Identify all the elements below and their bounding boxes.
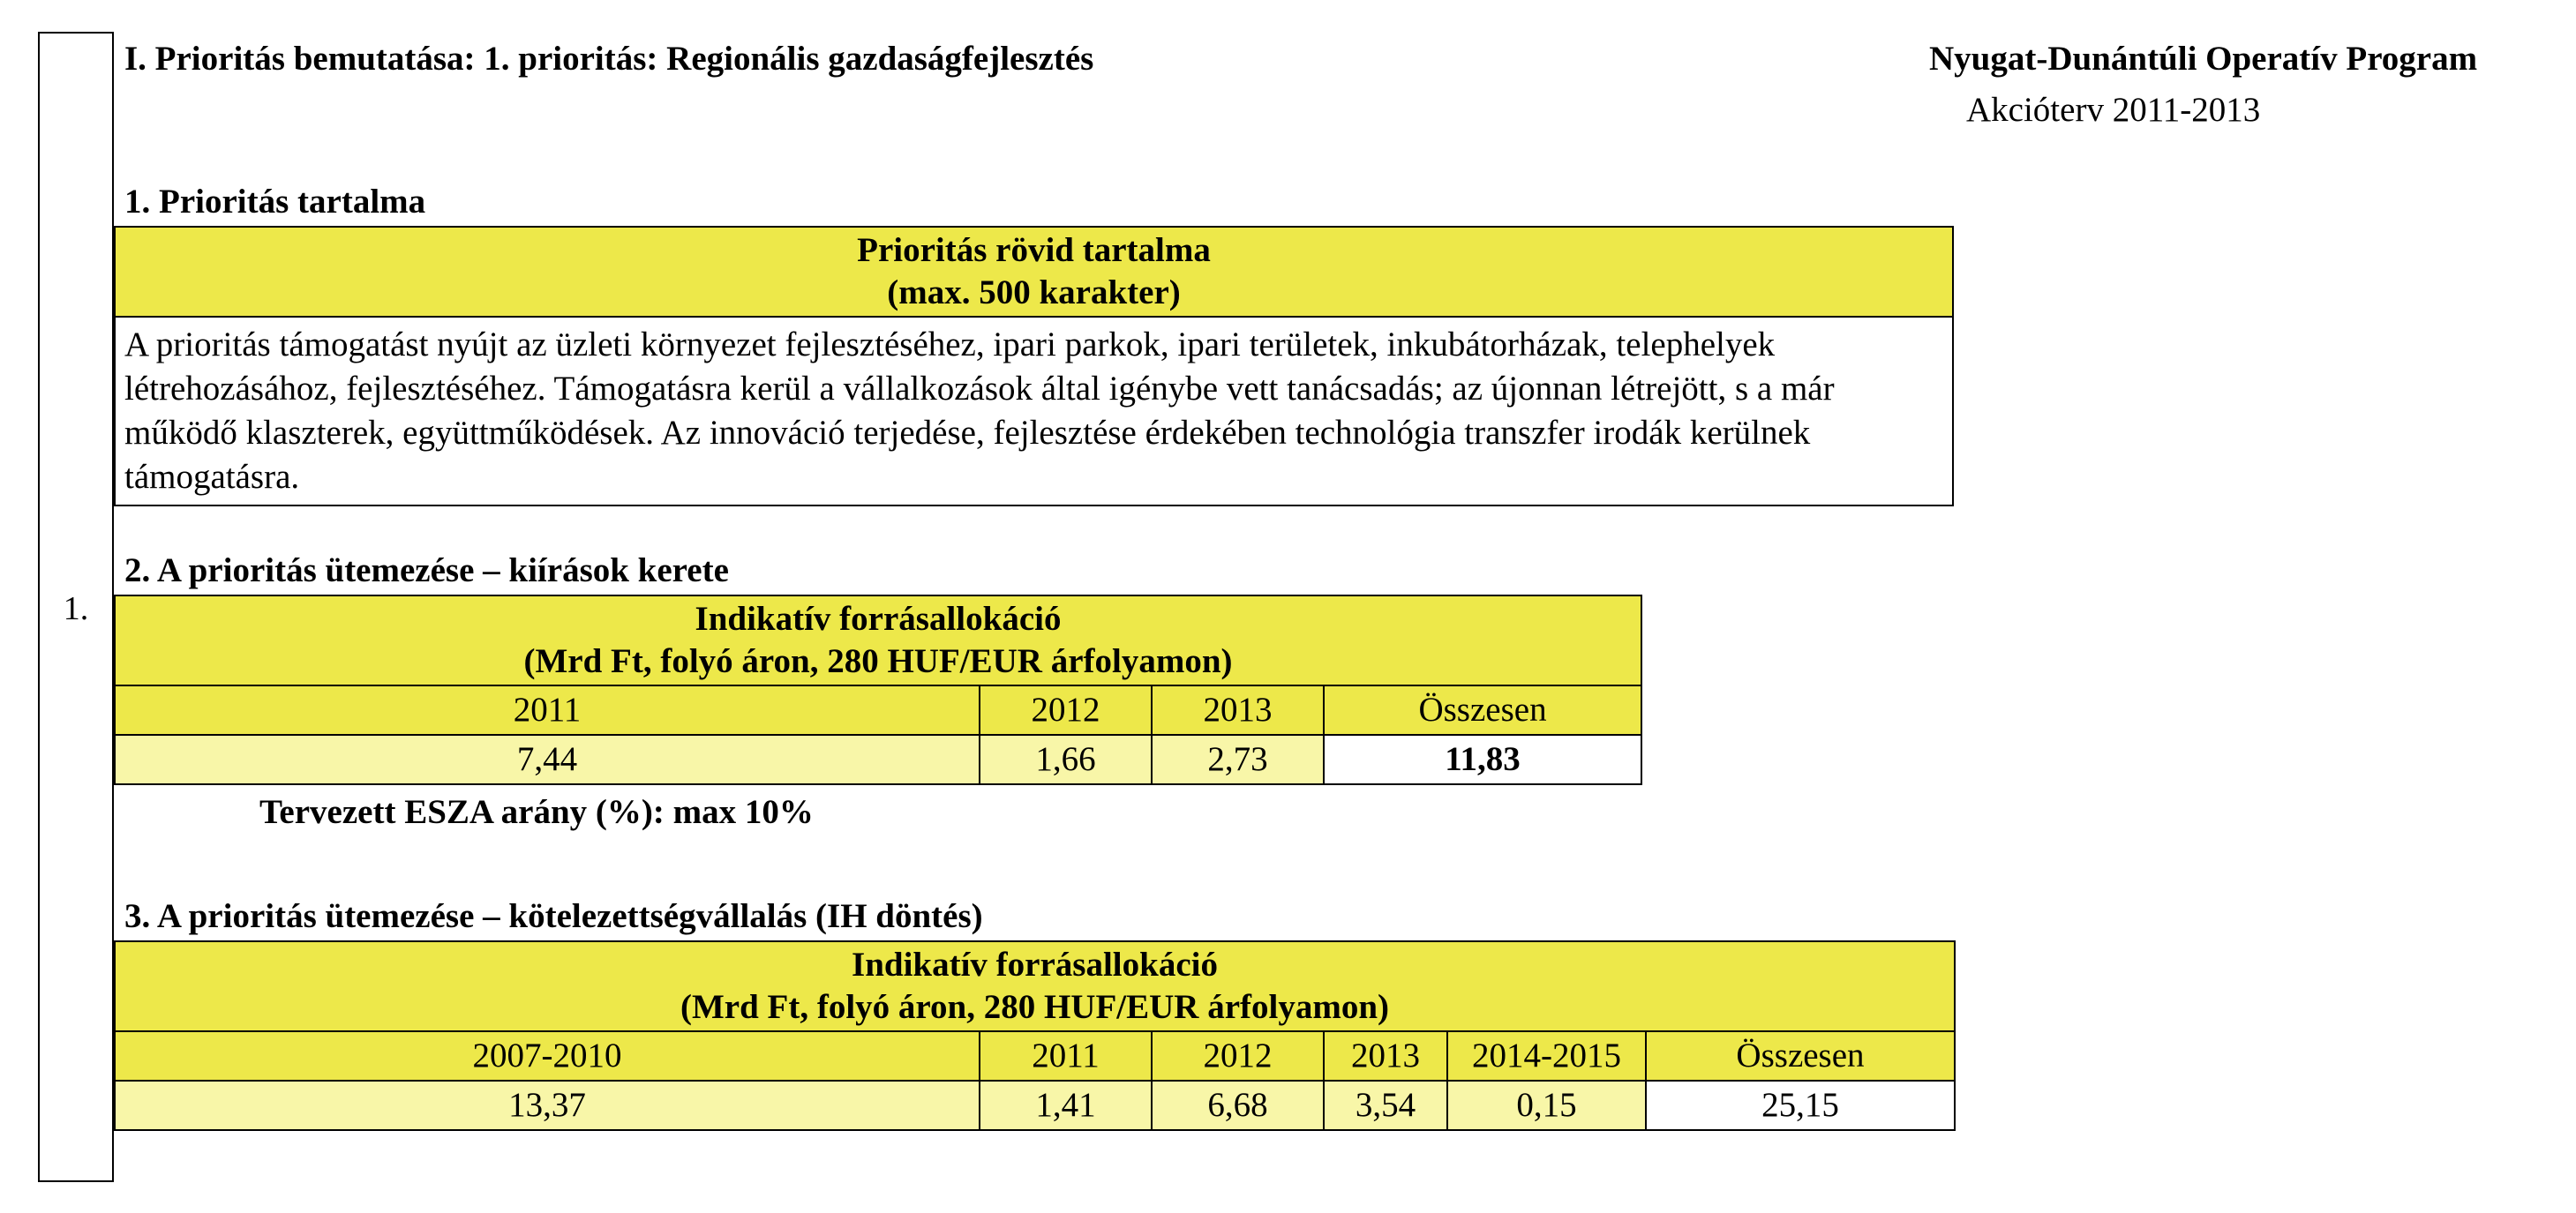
commitments-header-line1: Indikatív forrásallokáció [852,946,1218,984]
column-header: 2012 [980,685,1152,735]
total-cell: 11,83 [1324,735,1641,784]
priority-content-header-line1: Prioritás rövid tartalma [857,231,1211,269]
priority-content-text: A prioritás támogatást nyújt az üzleti környezet fejlesztéséhez, ipari parkok, ipari területek, inkubátorházak, telephelyek létrehozásához, fejlesztéséhez. Támogatásra kerül a vállalkozások által igénybe vett tanácsadás; az újonnan létrejött, s a már működő klaszterek, együttműködések. Az innováció terjedése, fejlesztése érdekében technológia transzfer irodák kerülnek támogatásra. [115,317,1953,505]
column-header: 2011 [980,1031,1152,1081]
program-subtitle: Akcióterv 2011-2013 [1966,91,2261,129]
program-title: Nyugat-Dunántúli Operatív Program [1929,40,2478,78]
priority-content-header [115,227,1953,317]
column-header: 2014-2015 [1447,1031,1646,1081]
allocation-table-commitments-header [115,941,1955,1031]
section3-heading: 3. A prioritás ütemezése – kötelezettségvállalás (IH döntés) [124,897,983,935]
row-number: 1. [63,590,89,627]
value-cell: 2,73 [1152,735,1324,784]
column-header: 2011 [115,685,980,735]
allocation-table-calls-header [115,595,1641,685]
commitments-header-line2: (Mrd Ft, folyó áron, 280 HUF/EUR árfolyamon) [680,988,1390,1026]
value-cell: 3,54 [1324,1081,1447,1130]
value-cell: 6,68 [1152,1081,1324,1130]
column-header: Összesen [1324,685,1641,735]
column-header: Összesen [1646,1031,1955,1081]
allocation-table-commitments [114,940,1956,1131]
column-header: 2013 [1324,1031,1447,1081]
section2-heading: 2. A prioritás ütemezése – kiírások kerete [124,551,729,589]
priority-content-table [114,226,1954,506]
column-header: 2013 [1152,685,1324,735]
allocation-table-calls [114,595,1642,785]
value-cell: 1,41 [980,1081,1152,1130]
value-cell: 13,37 [115,1081,980,1130]
section1-heading: 1. Prioritás tartalma [124,183,426,221]
priority-content-header-line2: (max. 500 karakter) [887,273,1181,311]
value-cell: 1,66 [980,735,1152,784]
allocation-header-line1: Indikatív forrásallokáció [695,600,1062,638]
column-header: 2007-2010 [115,1031,980,1081]
page-title: I. Prioritás bemutatása: 1. prioritás: Regionális gazdaságfejlesztés [124,40,1094,78]
allocation-header-line2: (Mrd Ft, folyó áron, 280 HUF/EUR árfolyamon) [523,642,1233,680]
value-cell: 7,44 [115,735,980,784]
total-cell: 25,15 [1646,1081,1955,1130]
value-cell: 0,15 [1447,1081,1646,1130]
esza-note: Tervezett ESZA arány (%): max 10% [259,793,814,831]
column-header: 2012 [1152,1031,1324,1081]
